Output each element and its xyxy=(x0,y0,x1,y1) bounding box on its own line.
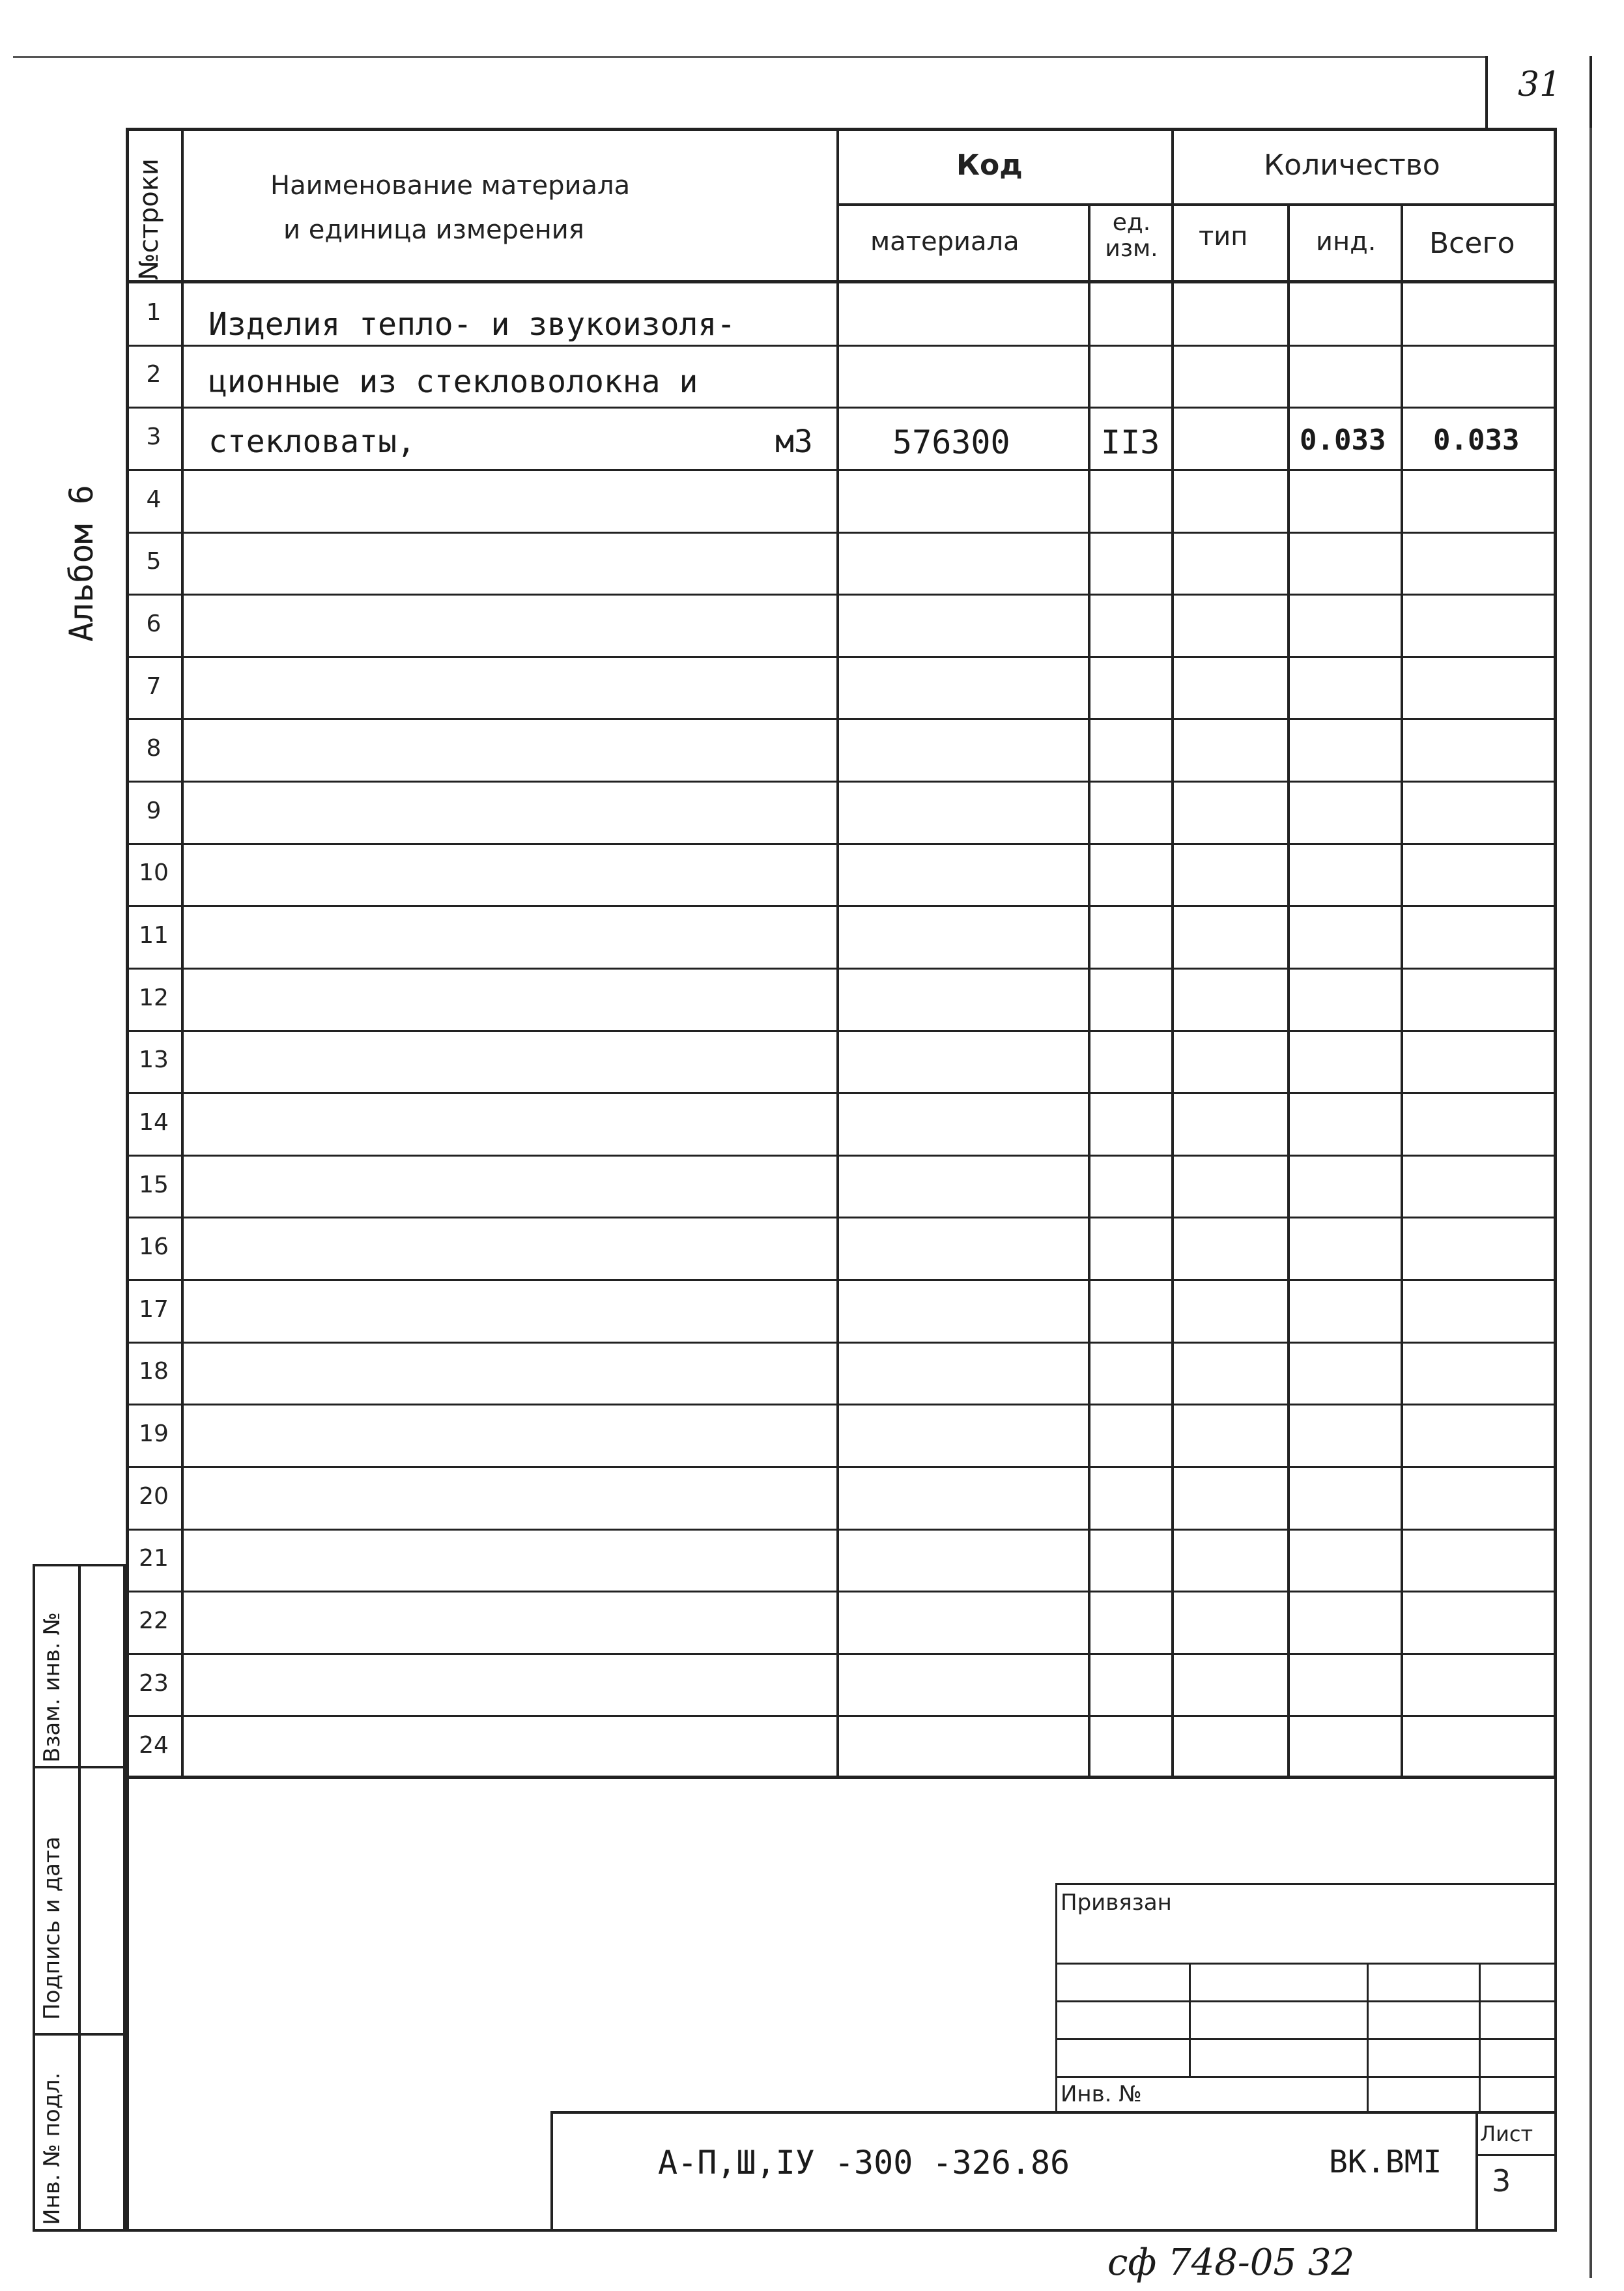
row-3-total: 0.033 xyxy=(1433,424,1520,457)
row-divider xyxy=(126,345,1557,347)
row-number: 14 xyxy=(139,1109,169,1136)
qty-group-header: Количество xyxy=(1264,149,1440,182)
row-number: 10 xyxy=(139,859,169,886)
row-number: 4 xyxy=(146,486,162,513)
code-unit-line2: изм. xyxy=(1105,235,1158,262)
inv-no-label: Инв. № xyxy=(1061,2081,1142,2107)
row-number: 8 xyxy=(146,735,162,762)
row-divider xyxy=(126,594,1557,596)
designation: А-П,Ш,IУ -300 -326.86 xyxy=(658,2144,1070,2182)
row-number: 24 xyxy=(139,1732,169,1759)
code-material-header: материала xyxy=(870,227,1019,257)
row-divider xyxy=(126,469,1557,471)
page-number-top: 31 xyxy=(1518,65,1561,104)
row-divider xyxy=(126,1466,1557,1468)
row-number: 1 xyxy=(146,299,162,326)
row-divider xyxy=(126,968,1557,970)
row-3-name: стекловаты, xyxy=(208,424,416,460)
footer-handwritten: сф 748-05 32 xyxy=(1107,2241,1355,2284)
row-divider xyxy=(126,1155,1557,1157)
row-divider xyxy=(126,781,1557,783)
row-divider xyxy=(126,905,1557,907)
row-number: 6 xyxy=(146,611,162,637)
row-divider xyxy=(126,1342,1557,1344)
code-unit-line1: ед. xyxy=(1112,209,1151,236)
row-number: 16 xyxy=(139,1233,169,1260)
row-divider xyxy=(126,843,1557,845)
row-divider xyxy=(126,1715,1557,1717)
row-divider xyxy=(126,532,1557,534)
code-unit-header xyxy=(1092,210,1171,262)
row-divider xyxy=(126,718,1557,720)
row-number: 2 xyxy=(146,361,162,388)
row-number: 7 xyxy=(146,673,162,700)
row-divider xyxy=(126,1030,1557,1032)
row-number: 21 xyxy=(139,1545,169,1572)
stamp-podpis: Подпись и дата xyxy=(39,1836,65,2020)
row-divider xyxy=(126,656,1557,658)
stamp-inv-podl: Инв. № подл. xyxy=(39,2072,65,2225)
row-2-name: ционные из стекловолокна и xyxy=(208,364,698,400)
row-divider xyxy=(126,1404,1557,1405)
row-divider xyxy=(126,1529,1557,1531)
sheet-number: 3 xyxy=(1492,2163,1511,2198)
sheet-label: Лист xyxy=(1480,2122,1533,2146)
row-3-ind: 0.033 xyxy=(1300,424,1386,457)
row-number: 11 xyxy=(139,922,169,949)
row-number: 19 xyxy=(139,1420,169,1447)
row-number: 5 xyxy=(146,548,162,575)
row-3-unit-code: II3 xyxy=(1101,424,1160,461)
row-divider xyxy=(126,1217,1557,1218)
row-number: 20 xyxy=(139,1483,169,1510)
name-header-line1: Наименование материала xyxy=(270,171,631,201)
row-number: 13 xyxy=(139,1046,169,1073)
row-3-unit: м3 xyxy=(775,424,813,460)
code-group-header: Код xyxy=(956,149,1023,182)
row-number: 3 xyxy=(146,424,162,450)
row-number: 23 xyxy=(139,1670,169,1697)
row-divider xyxy=(126,1653,1557,1655)
row-number: 12 xyxy=(139,985,169,1011)
row-divider xyxy=(126,1591,1557,1592)
row-number: 15 xyxy=(139,1172,169,1198)
album-label: Альбом 6 xyxy=(63,485,100,642)
row-divider xyxy=(126,1279,1557,1281)
row-3-code: 576300 xyxy=(892,424,1010,461)
stamp-vzam: Взам. инв. № xyxy=(39,1612,65,1763)
row-number: 9 xyxy=(146,798,162,824)
row-number-header: №строки xyxy=(134,158,164,280)
row-1-name: Изделия тепло- и звукоизоля- xyxy=(208,306,736,343)
qty-total-header: Всего xyxy=(1429,227,1515,260)
row-number: 22 xyxy=(139,1607,169,1634)
qty-type-header: тип xyxy=(1199,222,1248,252)
row-number: 17 xyxy=(139,1296,169,1323)
row-divider xyxy=(126,407,1557,409)
privyazan-label: Привязан xyxy=(1061,1890,1172,1916)
qty-ind-header: инд. xyxy=(1316,227,1376,257)
name-header-line2: и единица измерения xyxy=(283,215,584,245)
row-number: 18 xyxy=(139,1358,169,1385)
row-divider xyxy=(126,1092,1557,1094)
document-code: ВК.ВМI xyxy=(1329,2144,1442,2180)
